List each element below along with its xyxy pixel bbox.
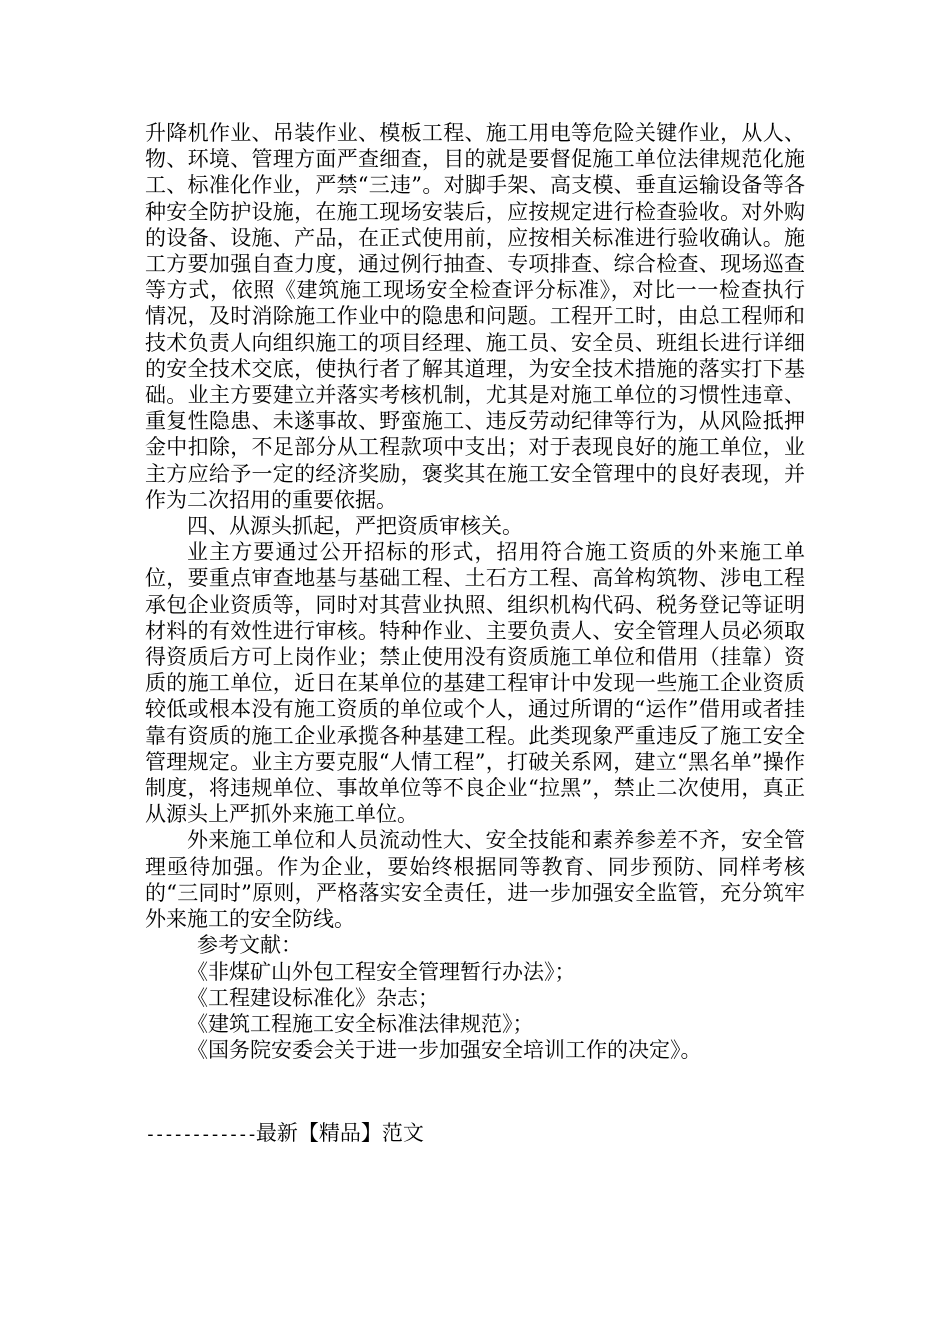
footer-dash-rule: ------------ [145,1124,256,1145]
reference-item: 《工程建设标准化》杂志； [187,985,439,1010]
paragraph-continued: 升降机作业、吊装作业、模板工程、施工用电等危险关键作业，从人、物、环境、管理方面严查细查，目的就是要督促施工单位法律规范化施工、标准化作业，严禁“三违”。对脚手架、高支模、垂直运输设备等各种安全防护设施，在施工现场安装后，应按规定进行检查验收。对外购的设备、设施、产品，在正式使用前，应按相关标准进行验收确认。施工方要加强自查力度，通过例行抽查、专项排查、综合检查、现场巡查等方式，依照《建筑施工现场安全检查评分标准》，对比一一检查执行情况，及时消除施工作业中的隐患和问题。工程开工时，由总工程师和技术负责人向组织施工的项目经理、施工员、安全员、班组长进行详细的安全技术交底，使执行者了解其道理，为安全技术措施的落实打下基础。业主方要建立并落实考核机制，尤其是对施工单位的习惯性违章、重复性隐患、未遂事故、野蛮施工、违反劳动纪律等行为，从风险抵押金中扣除，不足部分从工程款项中支出；对于表现良好的施工单位，业主方应给予一定的经济奖励，褒奖其在施工安全管理中的良好表现，并作为二次招用的重要依据。 [145,121,805,512]
reference-item: 《建筑工程施工安全标准法律规范》； [187,1011,534,1036]
reference-item: 《非煤矿山外包工程安全管理暂行办法》； [187,959,576,984]
references-heading: 参考文献： [197,933,302,958]
paragraph-qualification-review: 业主方要通过公开招标的形式，招用符合施工资质的外来施工单位，要重点审查地基与基础工程、土石方工程、高耸构筑物、涉电工程承包企业资质等，同时对其营业执照、组织机构代码、税务登记等证明材料的有效性进行审核。特种作业、主要负责人、安全管理人员必须取得资质后方可上岗作业；禁止使用没有资质施工单位和借用（挂靠）资质的施工单位，近日在某单位的基建工程审计中发现一些施工企业资质较低或根本没有施工资质的单位或个人，通过所谓的“运作”借用或者挂靠有资质的施工企业承揽各种基建工程。此类现象严重违反了施工安全管理规定。业主方要克服“人情工程”，打破关系网，建立“黑名单”操作制度，将违规单位、事故单位等不良企业“拉黑”，禁止二次使用，真正从源头上严抓外来施工单位。 [145,540,805,827]
footer-banner [145,1120,424,1148]
footer-label: 最新【精品】范文 [255,1121,424,1145]
document-body [145,120,805,1063]
paragraph-conclusion: 外来施工单位和人员流动性大、安全技能和素养参差不齐，安全管理亟待加强。作为企业，要始终根据同等教育、同步预防、同样考核的“三同时”原则，严格落实安全责任，进一步加强安全监管，充分筑牢外来施工的安全防线。 [145,828,805,932]
section-heading-4: 四、从源头抓起，严把资质审核关。 [187,514,523,539]
reference-item: 《国务院安委会关于进一步加强安全培训工作的决定》。 [187,1038,702,1063]
